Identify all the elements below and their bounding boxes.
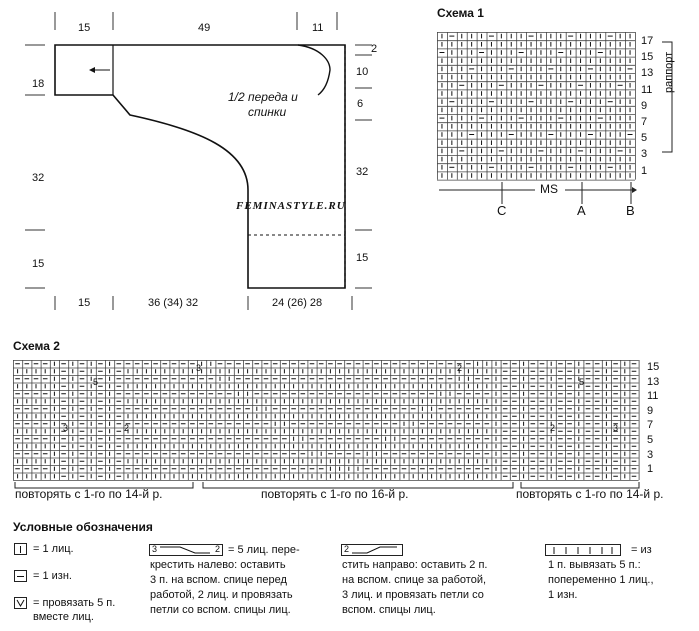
marker-c: C <box>497 203 507 218</box>
s2-row: 7 <box>647 419 654 432</box>
watermark: FEMINASTYLE.RU <box>236 200 346 212</box>
s1-row: 7 <box>641 115 648 128</box>
legend-right-cross-0 <box>342 520 361 533</box>
s2-cell-num: 3 <box>63 423 69 433</box>
right-cross-symbol-icon <box>341 544 403 556</box>
legend-title: Условные обозначения <box>13 520 153 534</box>
scheme1-row-numbers <box>641 35 661 181</box>
dim-bottom-3: 24 (26) 28 <box>272 297 323 309</box>
scheme2-title: Схема 2 <box>13 339 60 353</box>
grid-lines <box>437 32 636 180</box>
dim-right-6: 6 <box>357 98 364 110</box>
s2-row: 1 <box>647 463 654 476</box>
legend-from-one-1: 1 п. вывязать 5 п.: <box>548 559 641 571</box>
dim-bottom-1: 15 <box>78 297 91 309</box>
s1-row: 15 <box>641 51 654 64</box>
s1-row: 5 <box>641 132 648 145</box>
scheme1-ms-label: MS <box>540 182 558 196</box>
dim-top-2: 49 <box>198 22 211 34</box>
s1-row: 3 <box>641 148 648 161</box>
scheme2-grid <box>13 360 641 482</box>
s2-cell-num: 2 <box>124 423 130 433</box>
knit-symbol-icon <box>14 543 27 555</box>
scheme2-row-numbers <box>647 361 667 478</box>
pattern-label-1: 1/2 переда и <box>228 90 298 104</box>
legend-left-cross-0: = 5 лиц. пере- <box>228 544 300 556</box>
grid-symbols <box>15 362 636 479</box>
purl-symbol-icon <box>14 570 27 582</box>
dim-right-10: 10 <box>356 66 369 78</box>
legend-k5tog-1: = провязать 5 п. <box>33 597 116 609</box>
s2-row: 5 <box>647 433 654 446</box>
left-cross-num-2: 2 <box>214 544 220 554</box>
legend-right-cross-1: стить направо: оставить 2 п. <box>342 559 488 571</box>
s2-cell-num: 3 <box>196 363 202 373</box>
dim-left-15: 15 <box>32 258 45 270</box>
s2-row: 13 <box>647 375 660 388</box>
pattern-label-2: спинки <box>248 105 287 119</box>
scheme1-rapport-label: раппорт <box>663 51 675 93</box>
s2-cell-num: 5 <box>93 377 99 387</box>
scheme2-repeat-left: повторять с 1-го по 14-й р. <box>15 487 163 501</box>
dim-top-3: 11 <box>312 22 324 34</box>
marker-a: A <box>577 203 586 218</box>
dim-top-1: 15 <box>78 22 91 34</box>
dim-right-2: 2 <box>371 43 378 55</box>
dim-right-15: 15 <box>356 252 369 264</box>
s2-row: 9 <box>647 404 654 417</box>
dim-left-18: 18 <box>32 78 45 90</box>
legend-k5tog-2: вместе лиц. <box>33 611 94 623</box>
dim-left-32: 32 <box>32 172 45 184</box>
s1-row: 1 <box>641 164 648 177</box>
legend-left-cross-1: крестить налево: оставить <box>150 559 286 571</box>
dim-bottom-2: 36 (34) 32 <box>148 297 199 309</box>
s1-row: 17 <box>641 35 654 47</box>
legend-left-cross-2: 3 п. на вспом. спице перед <box>150 574 287 586</box>
s1-row: 9 <box>641 99 648 112</box>
legend-left-cross-4: петли со вспом. спицы лиц. <box>150 604 291 616</box>
legend-right-cross-4: вспом. спицы лиц. <box>342 604 436 616</box>
s2-cell-num: 2 <box>550 423 556 433</box>
legend-from-one-3: 1 изн. <box>548 589 578 601</box>
s1-row: 11 <box>641 83 653 96</box>
s2-row: 11 <box>647 390 659 403</box>
legend-right-cross-2: на вспом. спице за работой, <box>342 574 487 586</box>
s2-cell-num: 3 <box>613 423 619 433</box>
right-cross-num-2: 2 <box>344 544 350 554</box>
k5tog-symbol-icon <box>14 597 27 609</box>
marker-b: B <box>626 203 635 218</box>
s2-cell-num: 2 <box>457 363 463 373</box>
legend-purl: = 1 изн. <box>33 570 72 582</box>
legend-left-cross-3: работой, 2 лиц. и провязать <box>150 589 293 601</box>
scheme2-repeat-middle: повторять с 1-го по 16-й р. <box>261 487 409 501</box>
s2-row: 3 <box>647 448 654 461</box>
left-cross-num-3: 3 <box>152 544 158 554</box>
dim-right-32: 32 <box>356 166 369 178</box>
legend-knit: = 1 лиц. <box>33 543 74 555</box>
left-cross-symbol-icon <box>149 544 223 556</box>
scheme1-ms-arrow <box>437 182 637 212</box>
scheme1-grid <box>437 32 637 182</box>
legend-from-one-0: = из <box>631 544 652 556</box>
s1-row: 13 <box>641 67 654 80</box>
pattern-drawing <box>0 0 420 320</box>
legend-from-one-2: попеременно 1 лиц., <box>548 574 654 586</box>
scheme1-title: Схема 1 <box>437 6 484 20</box>
grid-lines <box>13 360 639 481</box>
s2-cell-num: 5 <box>579 377 585 387</box>
grid-symbols <box>439 34 632 178</box>
legend-right-cross-3: 3 лиц. и провязать петли со <box>342 589 484 601</box>
scheme2-repeat-right: повторять с 1-го по 14-й р. <box>516 487 664 501</box>
from-one-symbol-icon <box>545 544 621 556</box>
s2-row: 15 <box>647 361 660 373</box>
